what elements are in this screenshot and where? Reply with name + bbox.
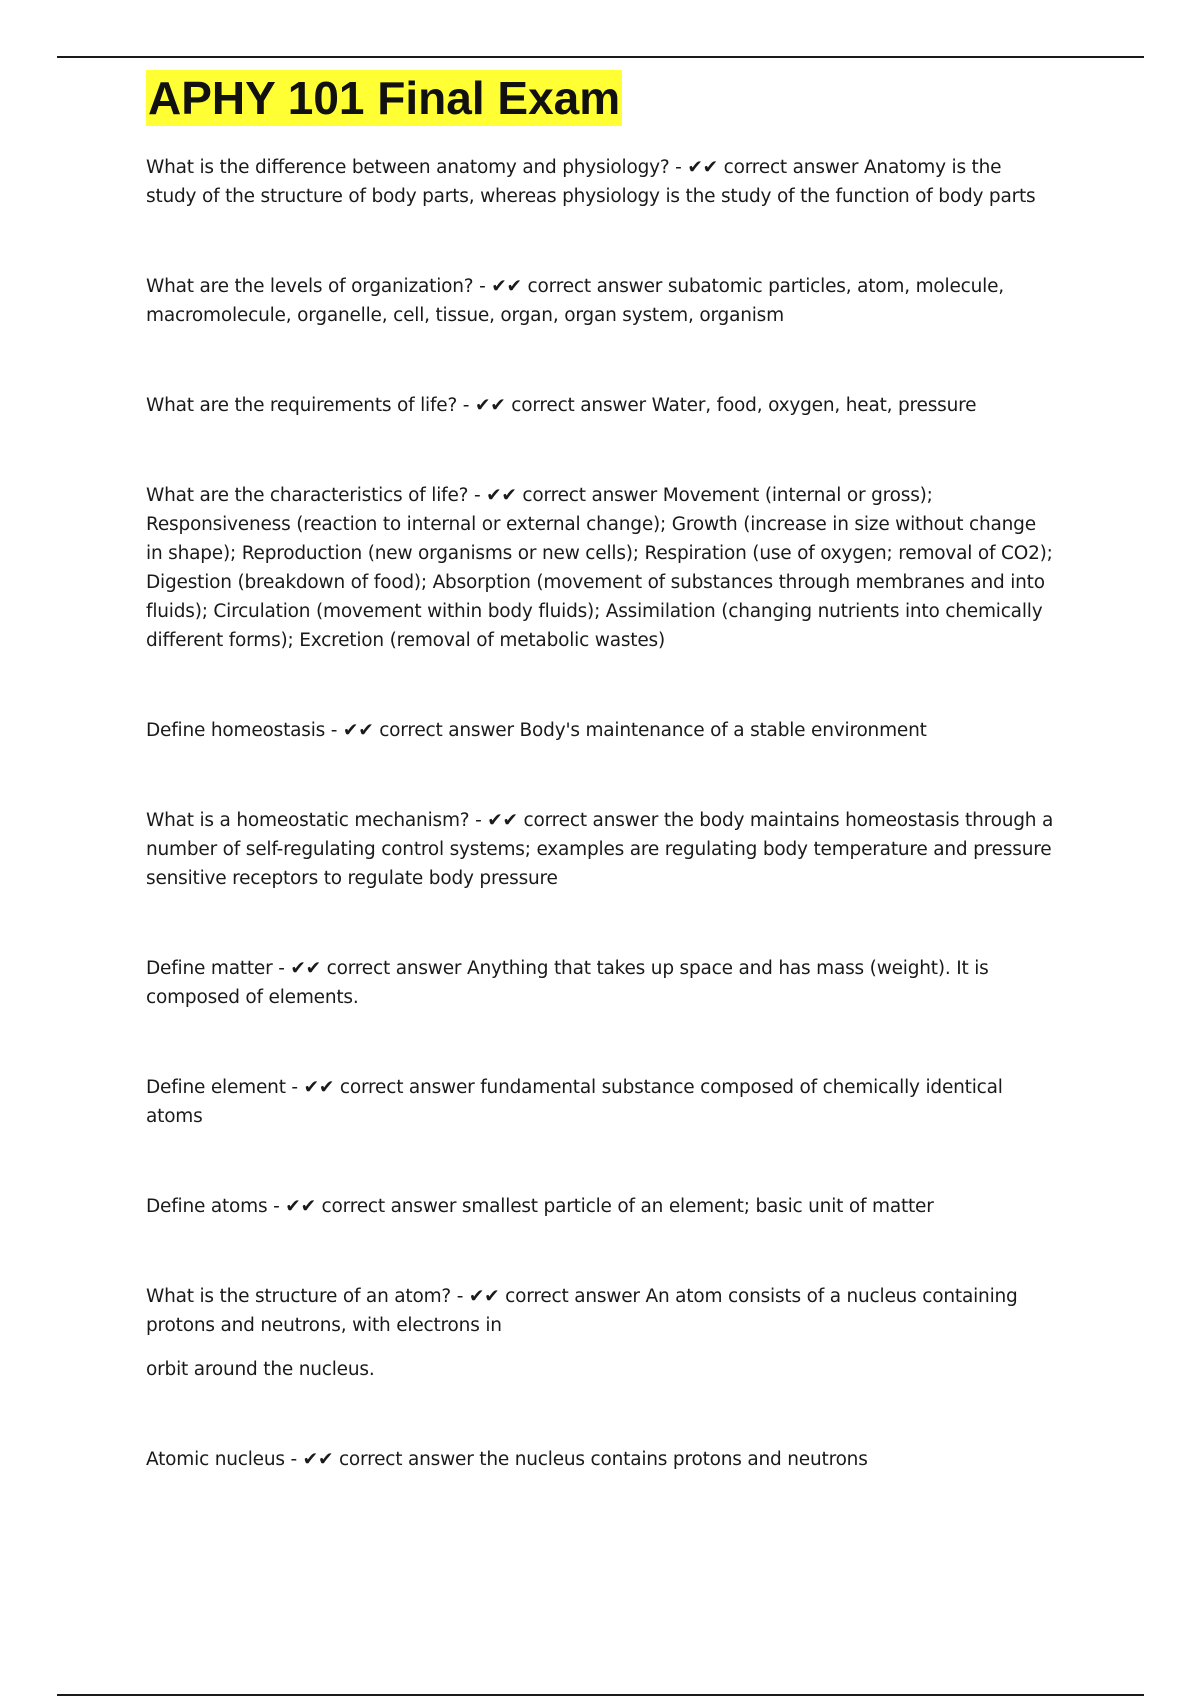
document-body [146, 70, 1056, 1474]
top-divider [57, 56, 1144, 58]
qa-entry-homeostasis: Define homeostasis - ✔✔ correct answer Body's maintenance of a stable environment [146, 720, 927, 741]
qa-entry-atomic-nucleus: Atomic nucleus - ✔✔ correct answer the nucleus contains protons and neutrons [146, 1449, 868, 1470]
qa-entry-anatomy-physiology: What is the difference between anatomy and physiology? - ✔✔ correct answer Anatomy is the study of the structure of body parts, whereas physiology is the study of the function of body parts [146, 157, 1036, 207]
qa-entry-atoms: Define atoms - ✔✔ correct answer smallest particle of an element; basic unit of matter [146, 1196, 934, 1217]
qa-entry-levels-of-organization: What are the levels of organization? - ✔✔ correct answer subatomic particles, atom, molecule, macromolecule, organelle, cell, tissue, organ, organ system, organism [146, 276, 1004, 326]
document-title: APHY 101 Final Exam [148, 72, 621, 124]
qa-entry-characteristics-of-life: What are the characteristics of life? - ✔✔ correct answer Movement (internal or gross); Responsiveness (reaction to internal or external change); Growth (increase in size without change in shape); Reproduction (new organisms or new cells); Respiration (use of oxygen; removal of CO2); Digestion (breakdown of food); Absorption (movement of substances through membranes and into fluids); Circulation (movement within body fluids); Assimilation (changing nutrients into chemically different forms); Excretion (removal of metabolic wastes) [146, 485, 1053, 651]
qa-entry-requirements-of-life: What are the requirements of life? - ✔✔ correct answer Water, food, oxygen, heat, pressure [146, 395, 977, 416]
bottom-divider [57, 1694, 1144, 1696]
qa-entry-element: Define element - ✔✔ correct answer fundamental substance composed of chemically identical atoms [146, 1077, 1003, 1127]
qa-entry-homeostatic-mechanism: What is a homeostatic mechanism? - ✔✔ correct answer the body maintains homeostasis through a number of self-regulating control systems; examples are regulating body temperature and pressure sensitive receptors to regulate body pressure [146, 810, 1054, 889]
qa-entry-atom-structure: What is the structure of an atom? - ✔✔ correct answer An atom consists of a nucleus containing protons and neutrons, with electrons in [146, 1286, 1018, 1336]
qa-entry-matter: Define matter - ✔✔ correct answer Anything that takes up space and has mass (weight). It is composed of elements. [146, 958, 989, 1008]
qa-entry-atom-structure-continued: orbit around the nucleus. [146, 1359, 375, 1380]
